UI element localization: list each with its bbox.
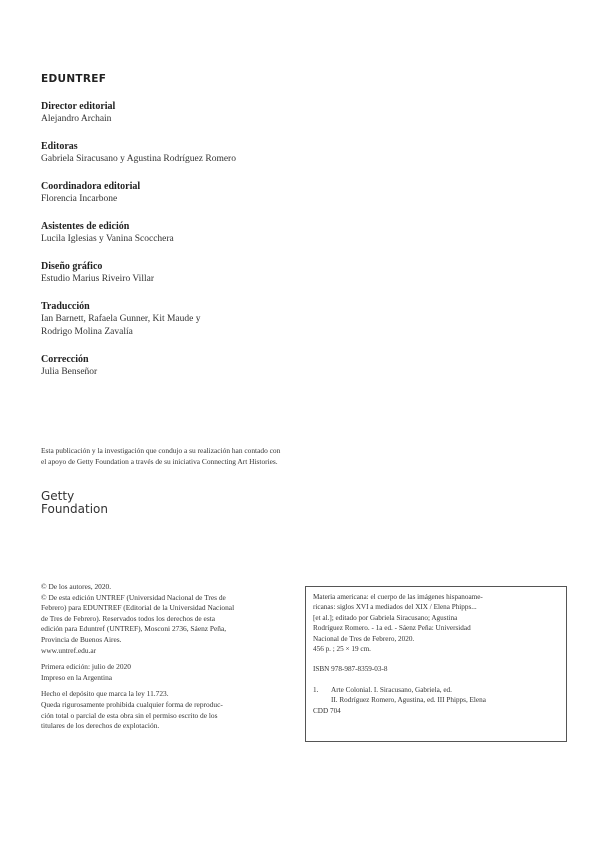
cdd [313, 706, 559, 716]
isbn [313, 664, 559, 674]
credit-name: Ian Barnett, Rafaela Gunner, Kit Maude y [41, 314, 201, 324]
catalog-line: Rodríguez Romero. - 1a ed. - Sáenz Peña: Universidad [313, 624, 471, 633]
topic-line: Arte Colonial. I. Siracusano, Gabriela, ed. [331, 685, 452, 694]
credit-role: Diseño gráfico [41, 261, 103, 272]
topic-number: 1. [313, 685, 319, 694]
copyright-line: de Tres de Febrero). Reservados todos los derechos de esta [41, 613, 216, 623]
credit-role: Director editorial [41, 101, 116, 112]
credit-role: Asistentes de edición [41, 221, 130, 232]
catalog-topics [313, 685, 559, 706]
credit-traduccion [41, 300, 341, 339]
credit-role: Coordinadora editorial [41, 181, 141, 192]
copyright-line: Provincia de Buenos Aires. [41, 634, 122, 644]
copyright-block [41, 582, 281, 656]
credit-names [41, 273, 341, 286]
credits-list [41, 100, 341, 393]
deposit-block [41, 689, 281, 731]
credit-names [41, 153, 341, 166]
support-statement: Esta publicación y la investigación que condujo a su realización han contado con el apoyo de Getty Foundation a través de su iniciativa Connecting Art Histories. [41, 446, 281, 466]
copyright-line: Febrero) para EDUNTREF (Editorial de la Universidad Nacional [41, 603, 235, 613]
credit-name: Julia Benseñor [41, 367, 98, 377]
credit-role: Corrección [41, 354, 89, 365]
website-link: www.untref.edu.ar [41, 645, 97, 655]
edition-line: Impreso en la Argentina [41, 672, 113, 682]
catalog-line: ricanas: siglos XVI a mediados del XIX / Elena Phipps... [313, 603, 477, 612]
credit-director-editorial [41, 100, 341, 126]
credit-name: Alejandro Archain [41, 114, 112, 124]
copyright-line: © De esta edición UNTREF (Universidad Nacional de Tres de [41, 592, 226, 602]
catalog-record [313, 592, 559, 654]
catalog-line: Materia americana: el cuerpo de las imágenes hispanoame- [313, 593, 483, 601]
deposit-line: ción total o parcial de esta obra sin el permiso escrito de los [41, 710, 218, 720]
catalog-record-box [305, 586, 567, 742]
catalog-line: 456 p. ; 25 × 19 cm. [313, 645, 371, 654]
copyright-line: edición para Eduntref (UNTREF), Mosconi 2736, Sáenz Peña, [41, 624, 227, 634]
credit-coordinadora [41, 180, 341, 206]
edition-line: Primera edición: julio de 2020 [41, 662, 131, 672]
edition-block [41, 662, 281, 683]
publisher-name: EDUNTREF [41, 73, 107, 85]
deposit-line: Queda rigurosamente prohibida cualquier forma de reproduc- [41, 699, 223, 709]
credit-diseno [41, 260, 341, 286]
credit-name: Rodrigo Molina Zavalía [41, 327, 133, 337]
credit-names [41, 193, 341, 206]
deposit-line: titulares de los derechos de explotación. [41, 721, 160, 731]
credit-asistentes [41, 220, 341, 246]
credit-correccion [41, 353, 341, 379]
getty-foundation-logo [41, 490, 108, 516]
catalog-line: Nacional de Tres de Febrero, 2020. [313, 634, 415, 643]
logo-line: Foundation [41, 502, 108, 516]
credit-names [41, 233, 341, 246]
credit-name: Lucila Iglesias y Vanina Scocchera [41, 234, 174, 244]
credit-name: Florencia Incarbone [41, 194, 118, 204]
legal-notice [41, 582, 281, 738]
deposit-line: Hecho el depósito que marca la ley 11.723. [41, 689, 169, 699]
credit-names [41, 313, 341, 339]
isbn-line: ISBN 978-987-8359-03-8 [313, 665, 388, 674]
cdd-line: CDD 704 [313, 706, 341, 715]
credit-names [41, 366, 341, 379]
credit-role: Traducción [41, 301, 90, 312]
credit-role: Editoras [41, 141, 78, 152]
credit-names [41, 113, 341, 126]
credit-name: Estudio Marius Riveiro Villar [41, 274, 154, 284]
logo-line: Getty [41, 489, 75, 503]
catalog-line: [et al.]; editado por Gabriela Siracusano; Agustina [313, 613, 458, 622]
credit-editoras [41, 140, 341, 166]
credit-name: Gabriela Siracusano y Agustina Rodríguez Romero [41, 154, 236, 164]
copyright-line: © De los autores, 2020. [41, 582, 112, 591]
topic-line: II. Rodríguez Romero, Agustina, ed. III Phipps, Elena [331, 696, 486, 705]
